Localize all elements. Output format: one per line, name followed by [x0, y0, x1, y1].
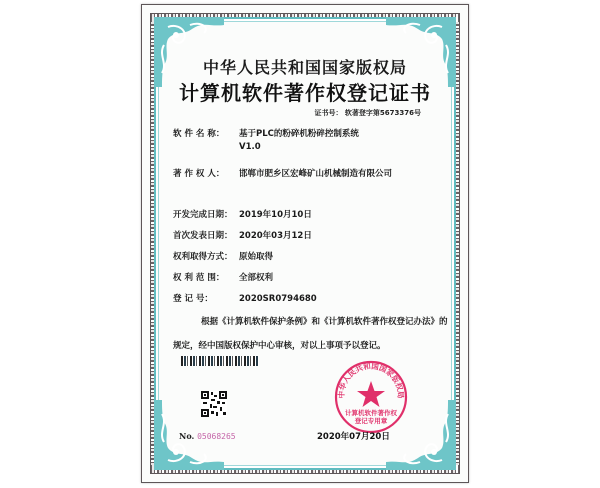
official-seal [333, 359, 409, 435]
cert-number-value: 软著登字第5673376号 [344, 109, 421, 117]
field-label: 首次发表日期： [173, 231, 233, 241]
issue-date: 2020年07月20日 [317, 432, 390, 442]
field-publication-date [173, 229, 312, 241]
field-label: 登 记 号： [173, 294, 213, 304]
issuer-title: 中华人民共和国国家版权局 [202, 58, 407, 77]
field-value: 邯郸市肥乡区宏峰矿山机械制造有限公司 [239, 169, 393, 179]
copyright-certificate [141, 4, 469, 483]
field-rights-scope [173, 271, 273, 283]
seal-ring-text: 中华人民共和国国家版权局 [336, 361, 406, 399]
star-icon [357, 381, 385, 407]
cert-number-label: 证书号： [314, 109, 343, 117]
field-value: 全部权利 [239, 273, 274, 283]
field-copyright-owner [173, 167, 392, 179]
field-acquisition-method [173, 250, 273, 262]
field-value: 2020年03月12日 [239, 231, 312, 241]
svg-text:登记专用章: 登记专用章 [354, 417, 388, 425]
field-label: 软 件 名 称： [173, 129, 225, 139]
qr-code [201, 391, 227, 417]
statement-line-1: 根据《计算机软件保护条例》和《计算机软件著作权登记办法》的 [201, 317, 448, 327]
field-label: 权利取得方式： [173, 252, 233, 262]
field-registration-number [173, 292, 317, 304]
field-label: 开发完成日期： [173, 210, 233, 220]
serial-number [179, 431, 236, 441]
field-value: 2020SR0794680 [239, 294, 317, 304]
field-development-date [173, 208, 312, 220]
certificate-title: 计算机软件著作权登记证书 [179, 81, 431, 105]
field-value-version: V1.0 [239, 142, 261, 152]
certificate-number [314, 108, 421, 118]
barcode [181, 356, 259, 366]
field-value: 2019年10月10日 [239, 210, 312, 220]
serial-value: 05068265 [197, 432, 236, 441]
statement-line-2: 规定，经中国版权保护中心审核，对以上事项予以登记。 [173, 341, 386, 351]
field-value: 基于PLC的粉碎机粉碎控制系统 [239, 129, 359, 139]
field-label: 权 利 范 围： [173, 273, 225, 283]
svg-text:计算机软件著作权: 计算机软件著作权 [345, 409, 397, 417]
field-software-name [173, 127, 359, 152]
serial-prefix: No. [179, 431, 195, 441]
registration-statement [173, 310, 448, 358]
field-value: 原始取得 [239, 252, 274, 262]
field-label: 著 作 权 人： [173, 169, 225, 179]
